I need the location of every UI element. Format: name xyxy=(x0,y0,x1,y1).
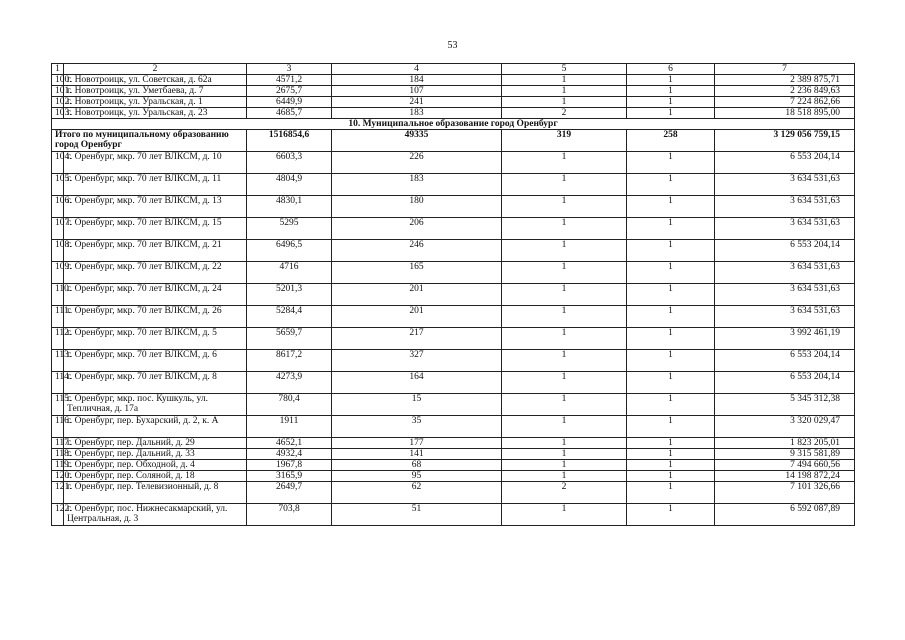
row-number: 112. xyxy=(52,328,64,350)
residents-cell: 201 xyxy=(332,284,502,306)
col5-cell: 1 xyxy=(502,438,627,449)
table-row xyxy=(52,240,855,262)
table-row xyxy=(52,196,855,218)
col5-cell: 1 xyxy=(502,372,627,394)
area-cell: 780,4 xyxy=(247,394,332,416)
col6-cell: 1 xyxy=(627,284,715,306)
residents-cell: 68 xyxy=(332,460,502,471)
address-cell: г. Оренбург, мкр. 70 лет ВЛКСМ, д. 22 xyxy=(64,262,247,284)
col6-cell: 1 xyxy=(627,449,715,460)
col6-cell: 1 xyxy=(627,86,715,97)
address-cell: г. Новотроицк, ул. Уральская, д. 23 xyxy=(64,108,247,119)
col6-cell: 1 xyxy=(627,504,715,526)
amount-cell: 6 553 204,14 xyxy=(715,240,855,262)
amount-cell: 6 553 204,14 xyxy=(715,350,855,372)
residents-cell: 241 xyxy=(332,97,502,108)
row-number: 111. xyxy=(52,306,64,328)
table-row xyxy=(52,438,855,449)
residents-cell: 184 xyxy=(332,75,502,86)
col6-cell: 1 xyxy=(627,97,715,108)
residents-cell: 15 xyxy=(332,394,502,416)
column-number: 4 xyxy=(332,64,502,75)
column-number: 5 xyxy=(502,64,627,75)
area-cell: 703,8 xyxy=(247,504,332,526)
address-cell: г. Оренбург, мкр. пос. Кушкуль, ул. Тепличная, д. 17а xyxy=(64,394,247,416)
address-cell: г. Оренбург, пос. Нижнесакмарский, ул. Центральная, д. 3 xyxy=(64,504,247,526)
table-row xyxy=(52,482,855,504)
row-number: 115. xyxy=(52,394,64,416)
address-cell: г. Оренбург, пер. Дальний, д. 29 xyxy=(64,438,247,449)
amount-cell: 7 494 660,56 xyxy=(715,460,855,471)
total-col6: 258 xyxy=(627,130,715,152)
address-cell: г. Оренбург, пер. Обходной, д. 4 xyxy=(64,460,247,471)
col5-cell: 1 xyxy=(502,328,627,350)
col5-cell: 1 xyxy=(502,394,627,416)
table-row xyxy=(52,262,855,284)
residents-cell: 107 xyxy=(332,86,502,97)
amount-cell: 3 634 531,63 xyxy=(715,174,855,196)
row-number: 107. xyxy=(52,218,64,240)
amount-cell: 1 823 205,01 xyxy=(715,438,855,449)
area-cell: 2675,7 xyxy=(247,86,332,97)
amount-cell: 3 634 531,63 xyxy=(715,218,855,240)
area-cell: 6603,3 xyxy=(247,152,332,174)
col6-cell: 1 xyxy=(627,174,715,196)
row-number: 113. xyxy=(52,350,64,372)
row-number: 119. xyxy=(52,460,64,471)
area-cell: 4804,9 xyxy=(247,174,332,196)
residents-cell: 62 xyxy=(332,482,502,504)
address-cell: г. Оренбург, пер. Бухарский, д. 2, к. А xyxy=(64,416,247,438)
address-cell: г. Оренбург, мкр. 70 лет ВЛКСМ, д. 13 xyxy=(64,196,247,218)
col5-cell: 1 xyxy=(502,460,627,471)
col6-cell: 1 xyxy=(627,328,715,350)
residents-cell: 217 xyxy=(332,328,502,350)
address-cell: г. Оренбург, мкр. 70 лет ВЛКСМ, д. 21 xyxy=(64,240,247,262)
area-cell: 4273,9 xyxy=(247,372,332,394)
table-row xyxy=(52,284,855,306)
row-number: 102. xyxy=(52,97,64,108)
residents-cell: 183 xyxy=(332,108,502,119)
amount-cell: 14 198 872,24 xyxy=(715,471,855,482)
col6-cell: 1 xyxy=(627,350,715,372)
col5-cell: 1 xyxy=(502,262,627,284)
row-number: 109. xyxy=(52,262,64,284)
area-cell: 5201,3 xyxy=(247,284,332,306)
row-number: 117. xyxy=(52,438,64,449)
column-number: 3 xyxy=(247,64,332,75)
table-row xyxy=(52,504,855,526)
amount-cell: 6 553 204,14 xyxy=(715,372,855,394)
col5-cell: 1 xyxy=(502,174,627,196)
table-row xyxy=(52,460,855,471)
address-cell: г. Новотроицк, ул. Уральская, д. 1 xyxy=(64,97,247,108)
amount-cell: 18 518 895,00 xyxy=(715,108,855,119)
residents-cell: 180 xyxy=(332,196,502,218)
amount-cell: 7 101 326,66 xyxy=(715,482,855,504)
amount-cell: 6 553 204,14 xyxy=(715,152,855,174)
table-row xyxy=(52,306,855,328)
address-cell: г. Оренбург, мкр. 70 лет ВЛКСМ, д. 11 xyxy=(64,174,247,196)
address-cell: г. Оренбург, пер. Соляной, д. 18 xyxy=(64,471,247,482)
table-row xyxy=(52,152,855,174)
col6-cell: 1 xyxy=(627,240,715,262)
amount-cell: 3 634 531,63 xyxy=(715,196,855,218)
col5-cell: 2 xyxy=(502,482,627,504)
amount-cell: 6 592 087,89 xyxy=(715,504,855,526)
row-number: 101. xyxy=(52,86,64,97)
table-row xyxy=(52,218,855,240)
col5-cell: 1 xyxy=(502,350,627,372)
col5-cell: 1 xyxy=(502,97,627,108)
residents-cell: 206 xyxy=(332,218,502,240)
amount-cell: 3 634 531,63 xyxy=(715,306,855,328)
housing-table xyxy=(51,63,855,526)
address-cell: г. Оренбург, мкр. 70 лет ВЛКСМ, д. 24 xyxy=(64,284,247,306)
row-number: 118. xyxy=(52,449,64,460)
amount-cell: 2 236 849,63 xyxy=(715,86,855,97)
col5-cell: 1 xyxy=(502,416,627,438)
table-row xyxy=(52,350,855,372)
table-row xyxy=(52,394,855,416)
row-number: 110. xyxy=(52,284,64,306)
col5-cell: 1 xyxy=(502,284,627,306)
col5-cell: 2 xyxy=(502,108,627,119)
table-row xyxy=(52,328,855,350)
col5-cell: 1 xyxy=(502,240,627,262)
address-cell: г. Оренбург, мкр. 70 лет ВЛКСМ, д. 6 xyxy=(64,350,247,372)
residents-cell: 201 xyxy=(332,306,502,328)
address-cell: г. Оренбург, мкр. 70 лет ВЛКСМ, д. 15 xyxy=(64,218,247,240)
col5-cell: 1 xyxy=(502,471,627,482)
residents-cell: 165 xyxy=(332,262,502,284)
area-cell: 8617,2 xyxy=(247,350,332,372)
residents-cell: 226 xyxy=(332,152,502,174)
col6-cell: 1 xyxy=(627,438,715,449)
amount-cell: 9 315 581,89 xyxy=(715,449,855,460)
amount-cell: 3 634 531,63 xyxy=(715,262,855,284)
col5-cell: 1 xyxy=(502,218,627,240)
col5-cell: 1 xyxy=(502,152,627,174)
total-residents: 49335 xyxy=(332,130,502,152)
row-number: 122. xyxy=(52,504,64,526)
table-row xyxy=(52,416,855,438)
row-number: 103. xyxy=(52,108,64,119)
total-area: 1516854,6 xyxy=(247,130,332,152)
row-number: 106. xyxy=(52,196,64,218)
row-number: 104. xyxy=(52,152,64,174)
table-row xyxy=(52,471,855,482)
area-cell: 4571,2 xyxy=(247,75,332,86)
residents-cell: 35 xyxy=(332,416,502,438)
col6-cell: 1 xyxy=(627,372,715,394)
residents-cell: 95 xyxy=(332,471,502,482)
section-row xyxy=(52,119,855,130)
area-cell: 4685,7 xyxy=(247,108,332,119)
residents-cell: 164 xyxy=(332,372,502,394)
col6-cell: 1 xyxy=(627,196,715,218)
amount-cell: 2 389 875,71 xyxy=(715,75,855,86)
col6-cell: 1 xyxy=(627,482,715,504)
address-cell: г. Новотроицк, ул. Уметбаева, д. 7 xyxy=(64,86,247,97)
area-cell: 5284,4 xyxy=(247,306,332,328)
residents-cell: 183 xyxy=(332,174,502,196)
table-row xyxy=(52,86,855,97)
amount-cell: 3 992 461,19 xyxy=(715,328,855,350)
table-row xyxy=(52,372,855,394)
col6-cell: 1 xyxy=(627,152,715,174)
col6-cell: 1 xyxy=(627,460,715,471)
residents-cell: 51 xyxy=(332,504,502,526)
col5-cell: 1 xyxy=(502,86,627,97)
area-cell: 5295 xyxy=(247,218,332,240)
row-number: 120. xyxy=(52,471,64,482)
col6-cell: 1 xyxy=(627,108,715,119)
area-cell: 4652,1 xyxy=(247,438,332,449)
column-number: 2 xyxy=(64,64,247,75)
residents-cell: 327 xyxy=(332,350,502,372)
address-cell: г. Оренбург, мкр. 70 лет ВЛКСМ, д. 10 xyxy=(64,152,247,174)
address-cell: г. Оренбург, мкр. 70 лет ВЛКСМ, д. 8 xyxy=(64,372,247,394)
table-row xyxy=(52,174,855,196)
column-number: 1 xyxy=(52,64,64,75)
area-cell: 5659,7 xyxy=(247,328,332,350)
col5-cell: 1 xyxy=(502,449,627,460)
amount-cell: 7 224 862,66 xyxy=(715,97,855,108)
total-row xyxy=(52,130,855,152)
amount-cell: 3 634 531,63 xyxy=(715,284,855,306)
address-cell: г. Оренбург, пер. Дальний, д. 33 xyxy=(64,449,247,460)
area-cell: 6449,9 xyxy=(247,97,332,108)
col6-cell: 1 xyxy=(627,471,715,482)
column-number: 7 xyxy=(715,64,855,75)
area-cell: 6496,5 xyxy=(247,240,332,262)
col5-cell: 1 xyxy=(502,504,627,526)
total-label: Итого по муниципальному образованию город Оренбург xyxy=(52,130,247,152)
row-number: 114. xyxy=(52,372,64,394)
table-row xyxy=(52,97,855,108)
area-cell: 4716 xyxy=(247,262,332,284)
col6-cell: 1 xyxy=(627,218,715,240)
area-cell: 2649,7 xyxy=(247,482,332,504)
area-cell: 4932,4 xyxy=(247,449,332,460)
table-row xyxy=(52,75,855,86)
column-number-row xyxy=(52,64,855,75)
area-cell: 3165,9 xyxy=(247,471,332,482)
table-row xyxy=(52,449,855,460)
row-number: 108. xyxy=(52,240,64,262)
area-cell: 4830,1 xyxy=(247,196,332,218)
section-title: 10. Муниципальное образование город Оренбург xyxy=(52,119,855,130)
col5-cell: 1 xyxy=(502,75,627,86)
col6-cell: 1 xyxy=(627,262,715,284)
total-amount: 3 129 056 759,15 xyxy=(715,130,855,152)
row-number: 116. xyxy=(52,416,64,438)
address-cell: г. Оренбург, мкр. 70 лет ВЛКСМ, д. 5 xyxy=(64,328,247,350)
address-cell: г. Оренбург, пер. Телевизионный, д. 8 xyxy=(64,482,247,504)
column-number: 6 xyxy=(627,64,715,75)
col6-cell: 1 xyxy=(627,394,715,416)
amount-cell: 5 345 312,38 xyxy=(715,394,855,416)
row-number: 100. xyxy=(52,75,64,86)
area-cell: 1911 xyxy=(247,416,332,438)
col6-cell: 1 xyxy=(627,75,715,86)
address-cell: г. Новотроицк, ул. Советская, д. 62а xyxy=(64,75,247,86)
col5-cell: 1 xyxy=(502,306,627,328)
area-cell: 1967,8 xyxy=(247,460,332,471)
amount-cell: 3 320 029,47 xyxy=(715,416,855,438)
col6-cell: 1 xyxy=(627,306,715,328)
page-number: 53 xyxy=(447,40,458,51)
residents-cell: 177 xyxy=(332,438,502,449)
total-col5: 319 xyxy=(502,130,627,152)
col5-cell: 1 xyxy=(502,196,627,218)
row-number: 105. xyxy=(52,174,64,196)
address-cell: г. Оренбург, мкр. 70 лет ВЛКСМ, д. 26 xyxy=(64,306,247,328)
residents-cell: 246 xyxy=(332,240,502,262)
residents-cell: 141 xyxy=(332,449,502,460)
col6-cell: 1 xyxy=(627,416,715,438)
table-row xyxy=(52,108,855,119)
row-number: 121. xyxy=(52,482,64,504)
